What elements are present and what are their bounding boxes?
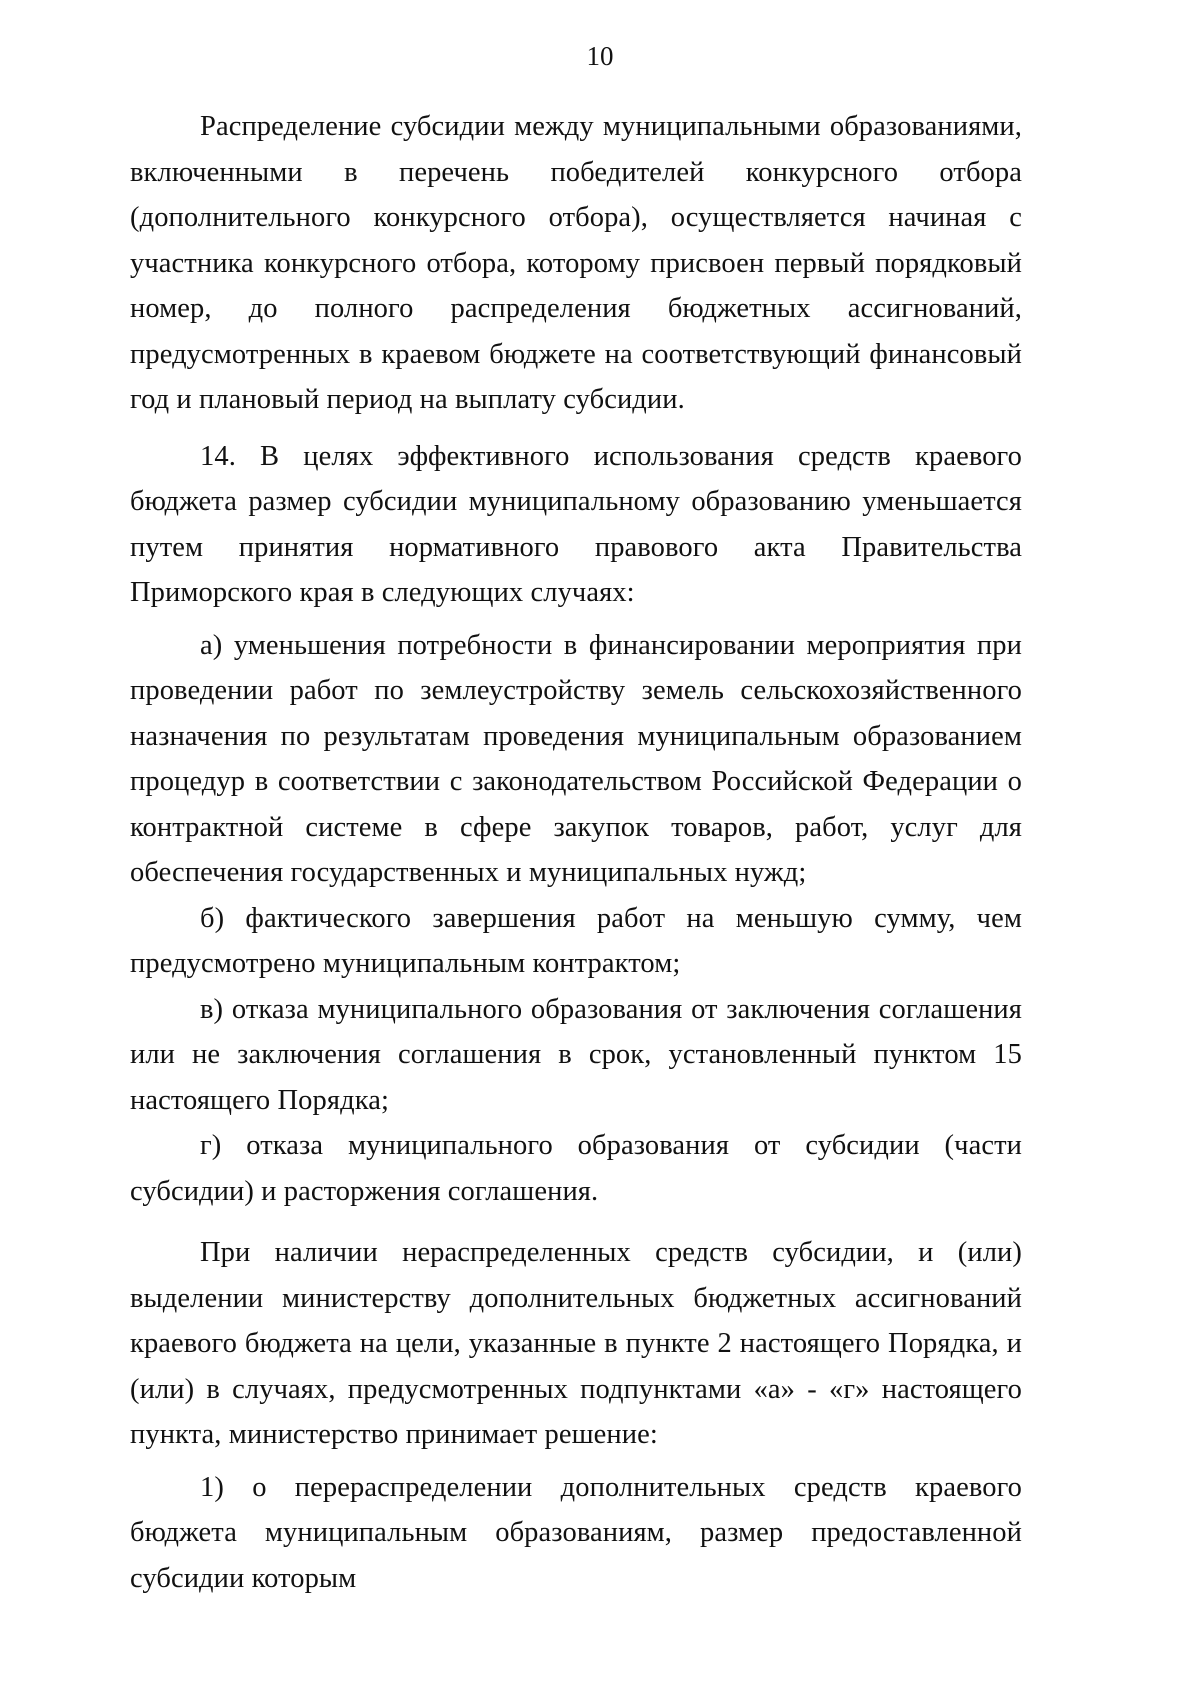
paragraph-subitem-g: г) отказа муниципального образования от субсидии (части субсидии) и расторжения соглашения. <box>130 1130 1022 1207</box>
paragraph-subitem-v: в) отказа муниципального образования от заключения соглашения или не заключения соглашения в срок, установленный пунктом 15 настоящего Порядка; <box>130 993 1022 1116</box>
paragraph-subsidy-distribution: Распределение субсидии между муниципальными образованиями, включенными в перечень победителей конкурсного отбора (дополнительного конкурсного отбора), осуществляется начиная с участника конкурсного отбора, которому присвоен первый порядковый номер, до полного распределения бюджетных ассигнований, предусмотренных в краевом бюджете на соответствующий финансовый год и плановый период на выплату субсидии. <box>130 111 1022 415</box>
page-number: 10 <box>586 41 614 71</box>
paragraph-clause-14: 14. В целях эффективного использования средств краевого бюджета размер субсидии муниципальному образованию уменьшается путем принятия нормативного правового акта Правительства Приморского края в следующих случаях: <box>130 440 1022 608</box>
paragraph-undistributed-funds: При наличии нераспределенных средств субсидии, и (или) выделении министерству дополнительных бюджетных ассигнований краевого бюджета на цели, указанные в пункте 2 настоящего Порядка, и (или) в случаях, предусмотренных подпунктами «а» - «г» настоящего пункта, министерство принимает решение: <box>130 1237 1022 1450</box>
document-body <box>130 104 1022 1601</box>
paragraph-subitem-b: б) фактического завершения работ на меньшую сумму, чем предусмотрено муниципальным контрактом; <box>130 902 1022 979</box>
paragraph-decision-1: 1) о перераспределении дополнительных средств краевого бюджета муниципальным образованиям, размер предоставленной субсидии которым <box>130 1471 1022 1594</box>
paragraph-subitem-a: а) уменьшения потребности в финансировании мероприятия при проведении работ по землеустройству земель сельскохозяйственного назначения по результатам проведения муниципальным образованием процедур в соответствии с законодательством Российской Федерации о контрактной системе в сфере закупок товаров, работ, услуг для обеспечения государственных и муниципальных нужд; <box>130 629 1022 888</box>
